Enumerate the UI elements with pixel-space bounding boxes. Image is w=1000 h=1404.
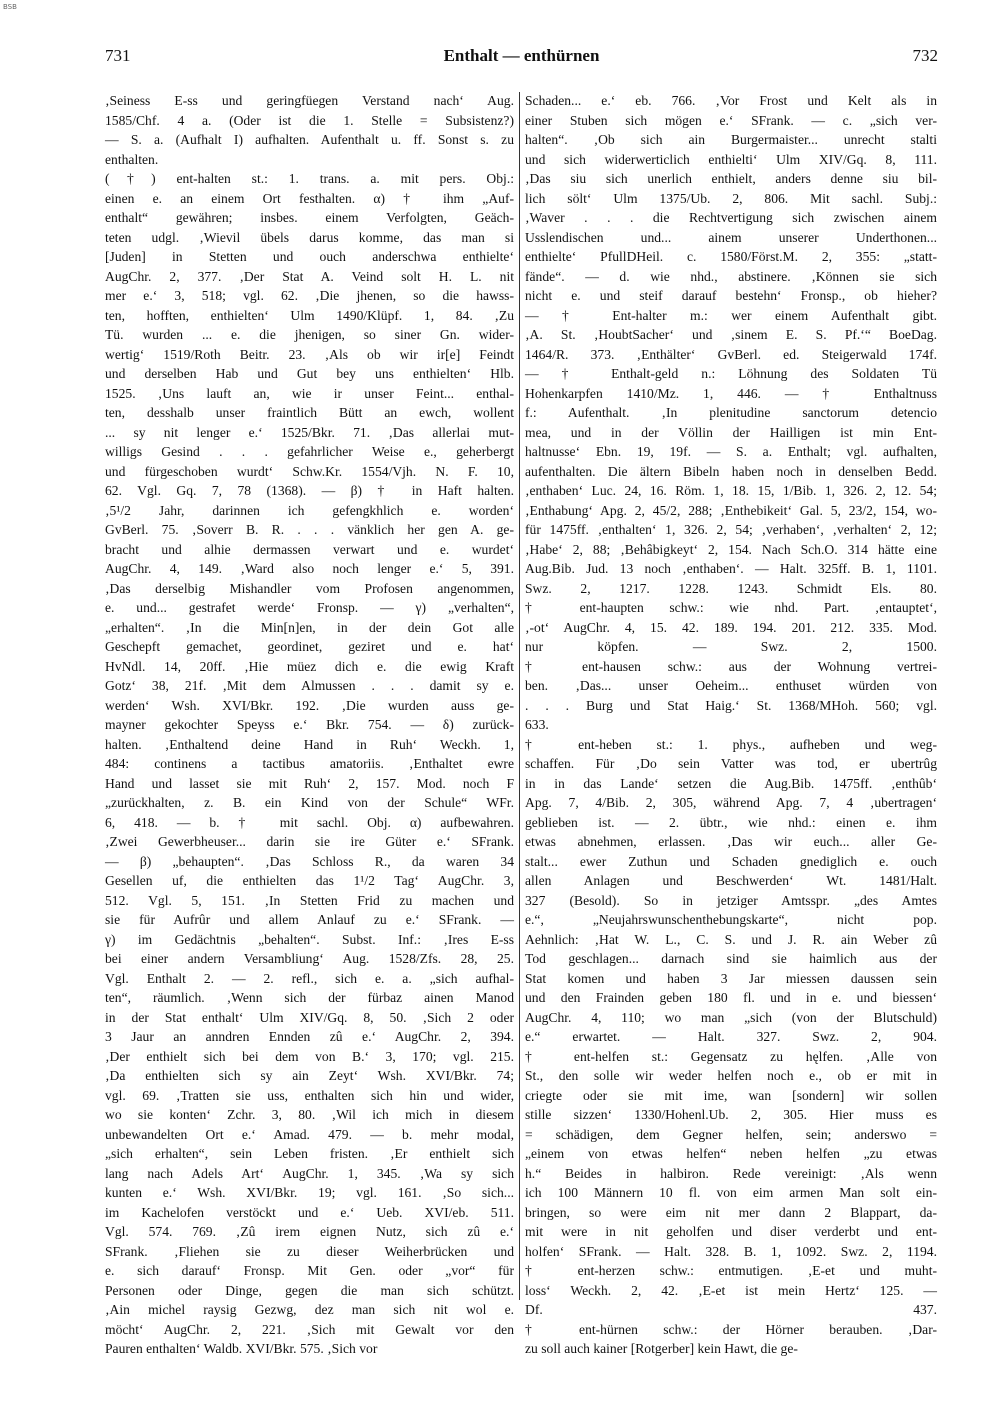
left-column-line: Tü. wurden ... e. die jhenigen, so siner Gn. wider- [105, 327, 514, 342]
right-column-line: † ent-herzen schw.: entmutigen. ‚E-et und muht- [525, 1263, 937, 1278]
right-column-line: etwas abnehmen, erlassen. ‚Das wir euch... aller Ge- [525, 834, 937, 849]
left-column-line: willigs Gesind . . . gefahrlicher Weise e., geherbergt [105, 444, 514, 459]
right-column-line: St., den solle wir weder helfen noch e., ob er mit in [525, 1068, 937, 1083]
right-column-line: f.: Aufenthalt. ‚In plenitudine sanctorum detencio [525, 405, 937, 420]
right-column-line: halten“. ‚Ob sich ain Burgermaister... unrecht stalti [525, 132, 937, 147]
left-column-line: vgl. 69. ‚Tratten sie uss, enthalten sich hin und wider, [105, 1087, 514, 1103]
left-column-line: e. sich darauf‘ Fronsp. Mit Gen. oder „vor“ für [105, 1263, 514, 1278]
right-column-line: 327 (Besold). So in jetziger Amtsspr. „des Amtes [525, 892, 937, 908]
right-column [525, 91, 937, 1356]
left-column-line: ‚Seiness E-ss und geringfüegen Verstand nach‘ Aug. [105, 93, 514, 108]
right-column-line: 1464/R. 373. ‚Enthälter‘ GvBerl. ed. Steigerwald 174f. [525, 346, 937, 362]
right-column-line: aufenthalten. Die ältern Bibeln haben noch in denselben Bedd. [525, 463, 937, 479]
left-column-line: Vgl. 574. 769. ‚Zû irem eignen Nutz, sich zû e.‘ [105, 1224, 514, 1239]
right-column-line: und sich widerwerticlich enthielti‘ Ulm XIV/Gq. 8, 111. [525, 151, 937, 167]
left-column-line: 6, 418. — b. † mit sachl. Obj. α) aufbewahren. [105, 814, 514, 830]
left-column-line: und fürgeschoben wurdt‘ Schw.Kr. 1554/Vjh. N. F. 10, [105, 463, 514, 479]
left-column-line: mayner gekochter Speyss e.‘ Bkr. 754. — δ) zurück- [105, 717, 514, 732]
right-column-line: nicht e. und steif darauf bestehn‘ Fronsp., ob hieher? [525, 288, 937, 303]
left-column-line: Hand und lasset sie mit Ruh‘ 2, 157. Mod. noch F [105, 775, 514, 791]
left-column-line: wo sie konten‘ Zchr. 3, 80. ‚Wil ich mich in diesem [105, 1107, 514, 1122]
right-column-line: ‚Waver . . . die Rechtvertigung sich zwischen ainem [525, 210, 937, 225]
right-column-line: Swz. 2, 1217. 1228. 1243. Schmidt Els. 80. [525, 580, 937, 596]
right-column-line: Df. 437. [525, 1302, 937, 1317]
right-column-line: ‚-ot‘ AugChr. 4, 15. 42. 189. 194. 201. 212. 335. Mod. [525, 619, 937, 635]
left-column-line: ten“, räumlich. ‚Wenn sich der fürbaz ainen Manod [105, 990, 514, 1005]
left-column [105, 91, 514, 1356]
right-column-line: und den Frainden geben 180 fl. und in e. und biessen‘ [525, 990, 937, 1005]
right-column-line: ben. ‚Das... unser Oeheim... enthuset würden von [525, 678, 937, 693]
left-column-line: werden‘ Wsh. XVI/Bkr. 192. ‚Die wurden auss ge- [105, 697, 514, 713]
left-column-line: bracht und alhie dermassen verwart und e. wurdet‘ [105, 541, 514, 557]
right-column-line: ‚Enthabung‘ Apg. 2, 45/2, 288; ‚Enthebikeit‘ Gal. 5, 23/2, 154, wo- [525, 502, 937, 518]
left-column-line: halten. ‚Enthaltend deine Hand in Ruh‘ Weckh. 1, [105, 736, 514, 752]
right-column-line: fände“. — d. wie nhd., abstinere. ‚Können sie sich [525, 268, 937, 284]
right-column-line: = schädigen, dem Gegner helfen, sein; anderswo = [525, 1126, 937, 1142]
library-stamp: BSB [3, 3, 17, 11]
left-column-line: ‚Zwei Gewerbheuser... darin sie ire Güter e.‘ SFrank. [105, 834, 514, 849]
left-column-line: Pauren enthalten‘ Waldb. XVI/Bkr. 575. ‚Sich vor [105, 1341, 378, 1356]
left-column-line: wertig‘ 1519/Roth Beitr. 23. ‚Als ob wir ir[e] Feindt [105, 346, 514, 362]
right-column-line: stille sizzen‘ 1330/Hohenl.Ub. 2, 305. Hier muss es [525, 1107, 937, 1122]
left-column-line: mer e.‘ 3, 518; vgl. 62. ‚Die jhenen, so die hawss- [105, 288, 514, 303]
left-column-line: HvNdl. 14, 20ff. ‚Hie müez dich e. die ewig Kraft [105, 658, 514, 674]
left-column-line: ‚Der enthielt sich bei dem von B.‘ 3, 170; vgl. 215. [105, 1048, 514, 1064]
left-column-line: kunten e.‘ Wsh. XVI/Bkr. 19; vgl. 161. ‚So sich... [105, 1185, 514, 1200]
left-column-line: teten udgl. ‚Wievil übels darus komme, das man si [105, 229, 514, 245]
right-column-line: † ent-heben st.: 1. phys., aufheben und weg- [525, 736, 937, 752]
right-column-line: bringen, so were eim nit mer dann 2 Blappart, da- [525, 1204, 937, 1220]
left-column-line: SFrank. ‚Fliehen sie zu dieser Weiherbrücken und [105, 1243, 514, 1259]
right-column-line: in in das Lande‘ setzen die Aug.Bib. 1475ff. ‚enthûb‘ [525, 775, 937, 791]
left-column-line: 512. Vgl. 5, 151. ‚In Stetten Frid zu machen und [105, 892, 514, 908]
left-column-line: „sich erhalten“, sein Leben fristen. ‚Er enthielt sich [105, 1146, 514, 1161]
right-column-line: geblieben ist. — 2. übtr., wie nhd.: einen e. ihm [525, 814, 937, 830]
right-column-line: AugChr. 4, 110; wo man „sich (von der Blutschuld) [525, 1009, 937, 1025]
left-column-line: Personen oder Dinge, gegen die man sich schützt. [105, 1282, 514, 1298]
left-column-line: e. und... gestrafet werde‘ Fronsp. — γ) „verhalten“, [105, 600, 514, 615]
left-column-line: enthalt“ gewähren; insbes. einem Verfolgten, Geäch- [105, 210, 514, 225]
left-column-line: 62. Vgl. Gq. 7, 78 (1368). — β) † in Haft halten. [105, 483, 514, 498]
right-column-line: † ent-hürnen schw.: der Hörner berauben. ‚Dar- [525, 1321, 937, 1337]
left-column-line: — S. a. (Aufhalt I) aufhalten. Aufenthalt u. ff. Sonst s. zu [105, 132, 514, 147]
right-column-line: Stat komen und haben 3 Jar miessen daussen sein [525, 970, 937, 986]
right-column-line: ich 100 Männern 10 fl. von eim armen Man solt ein- [525, 1185, 937, 1200]
right-column-line: haltnusse‘ Ebn. 19, 19f. — S. a. Enthalt; vgl. aufhalten, [525, 444, 937, 459]
right-column-line: — † Ent-halter m.: wer einem Aufenthalt gibt. [525, 307, 937, 323]
right-column-line: e.“, „Neujahrswunschenthebungskarte“, nicht pop. [525, 912, 937, 927]
right-column-line: ‚A. St. ‚HoubtSacher‘ und ‚sinem E. S. Pf.‘“ BoeDag. [525, 327, 937, 342]
left-column-line: einen e. an einem Ort festhalten. α) † ihm „Auf- [105, 190, 514, 206]
right-column-line: stalt... ewer Zuthun und Schaden gnediglich e. ouch [525, 853, 937, 869]
left-column-line: Gesellen uf, die enthielten das 1¹/2 Tag‘ AugChr. 3, [105, 873, 514, 888]
left-column-line: „zurückhalten, z. B. ein Kind von der Schule“ WFr. [105, 795, 514, 810]
left-column-line: ten, desshalb unser fraintlich Bütt an ewch, wollent [105, 405, 514, 420]
right-column-line: . . . Burg und Stat Haig.‘ St. 1368/MHoh. 560; vgl. [525, 697, 937, 713]
left-column-line: ‚Das derselbig Mishandler vom Profosen angenommen, [105, 580, 514, 596]
left-column-line: enthalten. [105, 151, 159, 167]
right-column-line: nur köpfen. — Swz. 2, 1500. [525, 639, 937, 654]
right-column-line: „einem von etwas helfen“ neben helfen „zu etwas [525, 1146, 937, 1161]
right-column-line: † ent-helfen st.: Gegensatz zu hęlfen. ‚Alle von [525, 1048, 937, 1064]
left-column-line: lang nach Adels Art‘ AugChr. 1, 345. ‚Wa sy sich [105, 1165, 514, 1181]
left-column-line: unbewandelten Ort e.‘ Amad. 479. — b. mehr modal, [105, 1126, 514, 1142]
right-column-line: ‚Das siu sich unerlich enthielt, anders denne siu bil- [525, 171, 937, 186]
left-column-line: γ) im Gedächtnis „behalten“. Subst. Inf.: ‚Ires E-ss [105, 931, 514, 947]
left-column-line: im Kachelofen verstöckt und e.‘ Ueb. XVI/eb. 511. [105, 1204, 514, 1220]
right-column-line: loss‘ Weckh. 2, 42. ‚E-et ist mein Hertz‘ 125. — [525, 1282, 937, 1298]
right-column-line: — † Enthalt-geld n.: Löhnung des Soldaten Tü [525, 366, 937, 381]
left-column-line: Geschepft gemachet, geordinet, geziret und e. hat‘ [105, 639, 514, 654]
left-column-line: AugChr. 2, 377. ‚Der Stat A. Veind solt H. L. nit [105, 268, 514, 284]
left-column-line: 484: continens a tactibus amatoriis. ‚Enthaltet ewre [105, 756, 514, 771]
right-column-line: holfen‘ SFrank. — Halt. 328. B. 1, 1092. Swz. 2, 1194. [525, 1243, 937, 1259]
right-column-line: für 1475ff. ‚enthalten‘ 1, 326. 2, 54; ‚verhaben‘, ‚verhalten‘ 2, 12; [525, 522, 937, 537]
right-column-line: h.“ Beides in halbiron. Rede vereinigt: ‚Als wenn [525, 1165, 937, 1181]
column-divider [519, 92, 520, 1300]
left-column-line: 1585/Chf. 4 a. (Oder ist die 1. Stelle = Subsistenz?) [105, 112, 514, 128]
left-column-line: möcht‘ AugChr. 2, 221. ‚Sich mit Gewalt vor den [105, 1321, 514, 1337]
right-column-line: mit were in nit geholfen und diser verderbt und ent- [525, 1224, 937, 1239]
left-column-line: ‚5¹/2 Jahr, darinnen ich gefengkhlich e. worden‘ [105, 502, 514, 518]
right-column-line: schaffen. Für ‚Do sein Vatter was tod, er ubertrûg [525, 756, 937, 771]
left-column-line: „erhalten“. ‚In die Min[n]en, in der dein Got alle [105, 619, 514, 635]
right-column-line: e.“ erwartet. — Halt. 327. Swz. 2, 904. [525, 1029, 937, 1044]
right-column-line: Apg. 7, 4/Bib. 2, 305, während Apg. 7, 4 ‚ubertragen‘ [525, 795, 937, 810]
left-column-line: [Juden] in Stetten und ouch anderschwa enthielte‘ [105, 249, 514, 264]
right-column-line: ‚enthaben‘ Luc. 24, 16. Röm. 1, 18. 15, 1/Bib. 1, 326. 2, 12. 54; [525, 483, 937, 498]
left-column-line: 1525. ‚Uns lauft an, wie ir unser Feint... enthal- [105, 385, 514, 401]
left-column-line: (†) ent-halten st.: 1. trans. a. mit pers. Obj.: [105, 171, 514, 186]
right-column-line: † ent-haupten schw.: wie nhd. Part. ‚entauptet‘, [525, 600, 937, 615]
left-column-line: AugChr. 4, 149. ‚Ward also noch lenger e.‘ 5, 391. [105, 561, 514, 576]
right-column-line: mea, und in der Völlin der Hailligen ist min Ent- [525, 424, 937, 440]
right-column-line: Aug.Bib. Jud. 13 noch ‚enthaben‘. — Halt. 325ff. B. 1, 1101. [525, 561, 937, 576]
right-column-line: Hohenkarpfen 1410/Mz. 1, 446. — † Enthaltnuss [525, 385, 937, 401]
right-column-line: ‚Habe‘ 2, 88; ‚Behâbigkeyt‘ 2, 154. Nach Sch.O. 314 hätte eine [525, 541, 937, 557]
right-column-line: einer Stuben sich mögen e.‘ SFrank. — c. „sich ver- [525, 112, 937, 128]
left-column-line: in der Stat enthalt‘ Ulm XIV/Gq. 8, 50. ‚Sich 2 oder [105, 1009, 514, 1025]
page-number-right: 732 [912, 46, 938, 65]
right-column-line: † ent-hausen schw.: aus der Wohnung vertrei- [525, 658, 937, 674]
left-column-line: GvBerl. 75. ‚Soverr B. R. . . . vänklich her gen A. ge- [105, 522, 514, 537]
left-column-line: und derselben Hab und Gut bey uns enthielten‘ Hlb. [105, 366, 514, 381]
left-column-line: — β) „behaupten“. ‚Das Schloss R., da waren 34 [105, 853, 514, 869]
left-column-line: 3 Jaur an anndren Ennden zû e.‘ AugChr. 2, 394. [105, 1029, 514, 1044]
left-column-line: Vgl. Enthalt 2. — 2. refl., sich e. a. „sich aufhal- [105, 970, 514, 986]
left-column-line: ten, hofften, enthielten‘ Ulm 1490/Klüpf. 1, 84. ‚Zu [105, 307, 514, 323]
page-header [105, 46, 938, 68]
left-column-line: Gotz‘ 38, 21f. ‚Mit dem Almussen . . . damit sy e. [105, 678, 514, 693]
right-column-line: Aehnlich: ‚Hat W. L., C. S. und J. R. ain Weber zû [525, 931, 937, 947]
right-column-line: allen Anlagen und Beschwerden‘ Wt. 1481/Halt. [525, 873, 937, 888]
left-column-line: ‚Da enthielten sich sy ain Zeyt‘ Wsh. XVI/Bkr. 74; [105, 1068, 514, 1083]
left-column-line: bei einer andern Versambliung‘ Aug. 1528/Zfs. 28, 25. [105, 951, 514, 966]
right-column-line: Tod geschlagen... darnach sind sie haimlich aus der [525, 951, 937, 966]
right-column-line: Schaden... e.‘ eb. 766. ‚Vor Frost und Kelt als in [525, 93, 937, 108]
right-column-line: 633. [525, 717, 549, 732]
page-number-left: 731 [105, 46, 131, 65]
right-column-line: enthielte‘ PfullDHeil. c. 1580/Först.M. 2, 355: „statt- [525, 249, 937, 264]
right-column-line: lich sölt‘ Ulm 1375/Ub. 2, 806. Mit sachl. Subj.: [525, 190, 937, 206]
left-column-line: ... sy nit lenger e.‘ 1525/Bkr. 71. ‚Das allerlai mut- [105, 424, 514, 440]
running-title: Enthalt — enthürnen [443, 46, 600, 65]
right-column-line: criegte oder sie mit ime, wan [sondern] wir sollen [525, 1087, 937, 1103]
right-column-line: Usslendischen und... ainem unserer Underthonen... [525, 229, 937, 245]
left-column-line: sie für Aufrûr und allem Anlauf zu e.‘ SFrank. — [105, 912, 514, 927]
left-column-line: ‚Ain michel raysig Gezwg, dez man sich nit wol e. [105, 1302, 514, 1317]
right-column-line: zu soll auch kainer [Rotgerber] kein Hawt, die ge- [525, 1341, 798, 1356]
